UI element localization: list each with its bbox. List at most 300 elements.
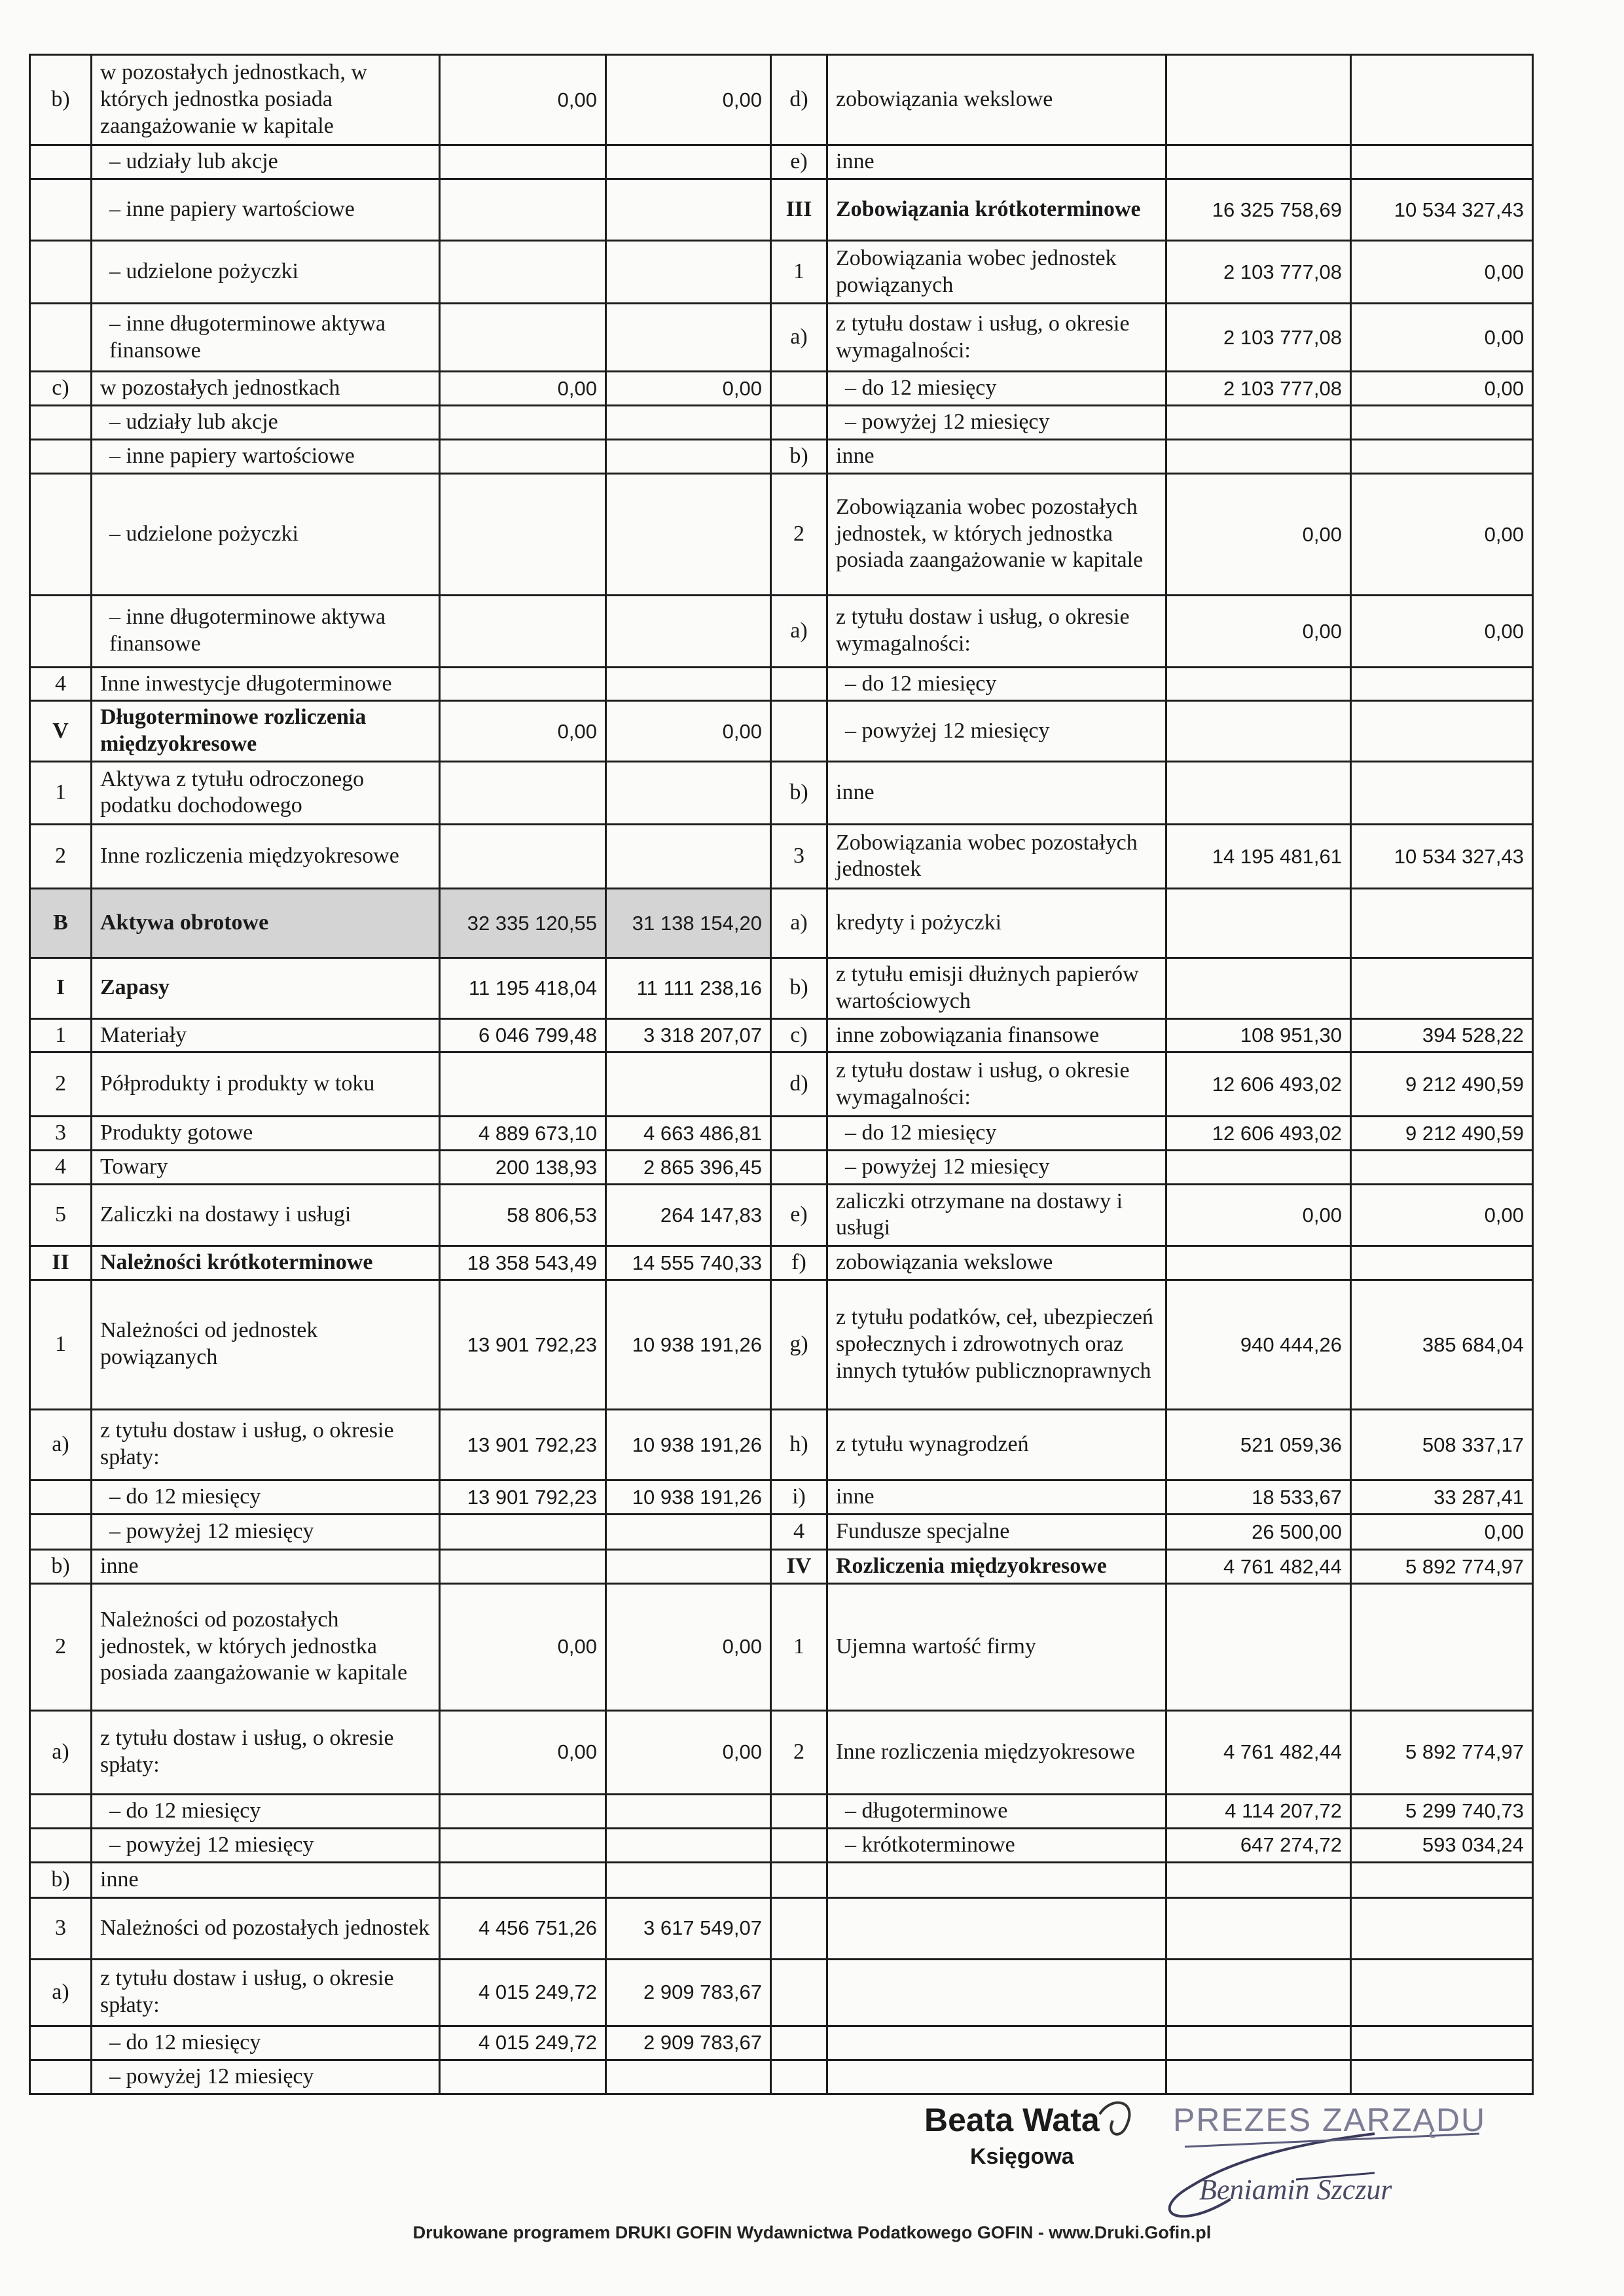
asset-item-number xyxy=(30,473,92,595)
liability-value-previous xyxy=(1351,55,1533,145)
liability-item-label: – powyżej 12 miesięcy xyxy=(827,701,1166,762)
asset-item-number: II xyxy=(30,1246,92,1280)
asset-value-previous: 2 909 783,67 xyxy=(606,2026,771,2060)
asset-item-number xyxy=(30,405,92,439)
liability-value-previous: 0,00 xyxy=(1351,473,1533,595)
liability-item-label: Zobowiązania wobec pozostałych jednostek xyxy=(827,824,1166,888)
liability-item-label: – do 12 miesięcy xyxy=(827,1117,1166,1151)
table-row xyxy=(30,1184,1533,1246)
table-row xyxy=(30,761,1533,824)
liability-item-label: – powyżej 12 miesięcy xyxy=(827,405,1166,439)
asset-value-current: 0,00 xyxy=(440,701,606,762)
liability-item-label: Rozliczenia międzyokresowe xyxy=(827,1549,1166,1583)
table-row xyxy=(30,1117,1533,1151)
asset-item-number: b) xyxy=(30,55,92,145)
liability-item-number xyxy=(771,2026,827,2060)
table-row xyxy=(30,667,1533,701)
liability-item-label: z tytułu emisji dłużnych papierów wartościowych xyxy=(827,958,1166,1018)
asset-value-current xyxy=(440,241,606,304)
liability-value-current: 2 103 777,08 xyxy=(1166,304,1351,372)
liability-value-current: 18 533,67 xyxy=(1166,1480,1351,1514)
asset-value-current: 4 889 673,10 xyxy=(440,1117,606,1151)
asset-item-number: 1 xyxy=(30,761,92,824)
liability-value-current xyxy=(1166,761,1351,824)
asset-value-current xyxy=(440,667,606,701)
asset-value-previous: 0,00 xyxy=(606,55,771,145)
asset-item-label: – inne długoterminowe aktywa finansowe xyxy=(92,304,440,372)
liability-item-number: b) xyxy=(771,958,827,1018)
asset-value-current xyxy=(440,2060,606,2094)
asset-item-label: Należności od pozostałych jednostek xyxy=(92,1897,440,1959)
balance-sheet-table xyxy=(29,54,1534,2095)
asset-value-previous xyxy=(606,405,771,439)
liability-value-current xyxy=(1166,145,1351,179)
asset-item-number: b) xyxy=(30,1862,92,1897)
table-row xyxy=(30,1480,1533,1514)
table-row xyxy=(30,1710,1533,1794)
liability-item-number: III xyxy=(771,179,827,241)
liability-item-label: inne xyxy=(827,1480,1166,1514)
liability-item-number: 1 xyxy=(771,1583,827,1710)
liability-value-current xyxy=(1166,55,1351,145)
table-row xyxy=(30,1828,1533,1862)
asset-item-number: 2 xyxy=(30,1583,92,1710)
liability-item-number: d) xyxy=(771,1052,827,1117)
asset-item-number: V xyxy=(30,701,92,762)
asset-item-number: 2 xyxy=(30,1052,92,1117)
liability-value-previous xyxy=(1351,1151,1533,1185)
liability-item-number: 3 xyxy=(771,824,827,888)
table-row xyxy=(30,405,1533,439)
asset-item-label: – udziały lub akcje xyxy=(92,145,440,179)
liability-item-number: 1 xyxy=(771,241,827,304)
asset-value-current xyxy=(440,761,606,824)
liability-item-number: 2 xyxy=(771,473,827,595)
asset-value-current: 11 195 418,04 xyxy=(440,958,606,1018)
asset-item-label: – powyżej 12 miesięcy xyxy=(92,1828,440,1862)
asset-item-number xyxy=(30,1794,92,1828)
asset-item-number: c) xyxy=(30,372,92,406)
table-row xyxy=(30,1583,1533,1710)
asset-value-previous: 2 909 783,67 xyxy=(606,1959,771,2026)
table-row xyxy=(30,1018,1533,1052)
accountant-role: Księgowa xyxy=(970,2144,1074,2169)
liability-item-label xyxy=(827,2026,1166,2060)
liability-item-number xyxy=(771,1794,827,1828)
asset-item-number: a) xyxy=(30,1409,92,1480)
asset-value-previous xyxy=(606,824,771,888)
liability-value-previous: 0,00 xyxy=(1351,304,1533,372)
accountant-name: Beata Wata xyxy=(924,2102,1100,2138)
liability-value-previous: 0,00 xyxy=(1351,595,1533,667)
table-row xyxy=(30,1897,1533,1959)
asset-item-label: – do 12 miesięcy xyxy=(92,1480,440,1514)
liability-item-number xyxy=(771,1828,827,1862)
table-row xyxy=(30,2026,1533,2060)
liability-value-current xyxy=(1166,1151,1351,1185)
liability-value-current xyxy=(1166,1862,1351,1897)
liability-item-label: z tytułu dostaw i usług, o okresie wymagalności: xyxy=(827,1052,1166,1117)
liability-item-label: inne xyxy=(827,145,1166,179)
liability-value-previous: 5 299 740,73 xyxy=(1351,1794,1533,1828)
table-row xyxy=(30,1151,1533,1185)
table-row xyxy=(30,179,1533,241)
asset-value-current xyxy=(440,473,606,595)
asset-item-number xyxy=(30,179,92,241)
asset-item-label: Należności od pozostałych jednostek, w których jednostka posiada zaangażowanie w kapitale xyxy=(92,1583,440,1710)
liability-value-current xyxy=(1166,439,1351,473)
table-row xyxy=(30,372,1533,406)
asset-value-current: 13 901 792,23 xyxy=(440,1409,606,1480)
liability-value-previous xyxy=(1351,145,1533,179)
asset-value-previous xyxy=(606,2060,771,2094)
liability-value-previous xyxy=(1351,1246,1533,1280)
liability-value-current xyxy=(1166,2026,1351,2060)
liability-item-label xyxy=(827,1897,1166,1959)
table-row xyxy=(30,1409,1533,1480)
asset-item-number: 4 xyxy=(30,1151,92,1185)
asset-item-number: 4 xyxy=(30,667,92,701)
liability-item-label: zobowiązania wekslowe xyxy=(827,55,1166,145)
asset-value-previous xyxy=(606,1828,771,1862)
table-row xyxy=(30,888,1533,958)
asset-item-label: – do 12 miesięcy xyxy=(92,2026,440,2060)
asset-value-previous: 3 318 207,07 xyxy=(606,1018,771,1052)
asset-item-number: 3 xyxy=(30,1117,92,1151)
asset-item-number: 1 xyxy=(30,1280,92,1409)
liability-item-label: – do 12 miesięcy xyxy=(827,372,1166,406)
liability-item-number: h) xyxy=(771,1409,827,1480)
liability-value-previous xyxy=(1351,1897,1533,1959)
liability-value-current: 26 500,00 xyxy=(1166,1514,1351,1549)
asset-item-number xyxy=(30,439,92,473)
liability-value-previous: 33 287,41 xyxy=(1351,1480,1533,1514)
liability-value-current xyxy=(1166,1583,1351,1710)
liability-item-label: – krótkoterminowe xyxy=(827,1828,1166,1862)
asset-value-current: 13 901 792,23 xyxy=(440,1280,606,1409)
asset-item-label: – powyżej 12 miesięcy xyxy=(92,2060,440,2094)
liability-value-current xyxy=(1166,888,1351,958)
liability-value-current: 2 103 777,08 xyxy=(1166,241,1351,304)
liability-value-current: 647 274,72 xyxy=(1166,1828,1351,1862)
liability-item-number xyxy=(771,372,827,406)
liability-value-previous: 9 212 490,59 xyxy=(1351,1052,1533,1117)
asset-value-current: 18 358 543,49 xyxy=(440,1246,606,1280)
asset-item-number: 2 xyxy=(30,824,92,888)
liability-item-label: inne zobowiązania finansowe xyxy=(827,1018,1166,1052)
table-row xyxy=(30,439,1533,473)
asset-item-label: – udziały lub akcje xyxy=(92,405,440,439)
asset-item-number xyxy=(30,1480,92,1514)
asset-item-label: w pozostałych jednostkach, w których jednostka posiada zaangażowanie w kapitale xyxy=(92,55,440,145)
liability-item-label: z tytułu dostaw i usług, o okresie wymagalności: xyxy=(827,595,1166,667)
asset-item-number: a) xyxy=(30,1959,92,2026)
asset-value-previous: 0,00 xyxy=(606,372,771,406)
asset-value-previous: 10 938 191,26 xyxy=(606,1480,771,1514)
asset-value-previous: 11 111 238,16 xyxy=(606,958,771,1018)
table-row xyxy=(30,1549,1533,1583)
liability-value-previous: 10 534 327,43 xyxy=(1351,824,1533,888)
asset-item-label: z tytułu dostaw i usług, o okresie spłaty: xyxy=(92,1710,440,1794)
asset-value-current xyxy=(440,145,606,179)
asset-value-previous: 0,00 xyxy=(606,1583,771,1710)
liability-item-number: a) xyxy=(771,304,827,372)
liability-value-current: 4 761 482,44 xyxy=(1166,1710,1351,1794)
asset-value-previous xyxy=(606,439,771,473)
asset-value-current xyxy=(440,405,606,439)
liability-item-label: inne xyxy=(827,439,1166,473)
asset-value-current xyxy=(440,1052,606,1117)
asset-value-current: 0,00 xyxy=(440,1583,606,1710)
liability-value-current: 4 761 482,44 xyxy=(1166,1549,1351,1583)
asset-value-current xyxy=(440,824,606,888)
asset-item-label: Materiały xyxy=(92,1018,440,1052)
liability-item-number xyxy=(771,667,827,701)
asset-value-current: 4 456 751,26 xyxy=(440,1897,606,1959)
asset-item-label: – udzielone pożyczki xyxy=(92,473,440,595)
asset-item-label: Aktywa obrotowe xyxy=(92,888,440,958)
asset-value-previous xyxy=(606,304,771,372)
asset-item-number: a) xyxy=(30,1710,92,1794)
asset-value-previous xyxy=(606,179,771,241)
liability-item-label: inne xyxy=(827,761,1166,824)
asset-item-label: – powyżej 12 miesięcy xyxy=(92,1514,440,1549)
asset-item-label: – inne papiery wartościowe xyxy=(92,179,440,241)
liability-value-current xyxy=(1166,958,1351,1018)
liability-item-number: f) xyxy=(771,1246,827,1280)
asset-value-current xyxy=(440,1549,606,1583)
liability-value-previous xyxy=(1351,1862,1533,1897)
liability-value-current: 12 606 493,02 xyxy=(1166,1052,1351,1117)
asset-value-previous: 3 617 549,07 xyxy=(606,1897,771,1959)
liability-value-current xyxy=(1166,1246,1351,1280)
asset-value-current xyxy=(440,439,606,473)
asset-value-previous: 4 663 486,81 xyxy=(606,1117,771,1151)
liability-value-current: 521 059,36 xyxy=(1166,1409,1351,1480)
liability-value-previous xyxy=(1351,958,1533,1018)
asset-item-number: b) xyxy=(30,1549,92,1583)
table-row xyxy=(30,701,1533,762)
liability-item-number: 4 xyxy=(771,1514,827,1549)
liability-item-number xyxy=(771,2060,827,2094)
asset-value-previous: 0,00 xyxy=(606,1710,771,1794)
table-row xyxy=(30,304,1533,372)
liability-item-number xyxy=(771,1151,827,1185)
liability-value-current: 14 195 481,61 xyxy=(1166,824,1351,888)
table-row xyxy=(30,1052,1533,1117)
liability-item-number xyxy=(771,1117,827,1151)
asset-value-current xyxy=(440,1828,606,1862)
asset-value-previous xyxy=(606,1794,771,1828)
liability-value-current: 940 444,26 xyxy=(1166,1280,1351,1409)
table-row xyxy=(30,595,1533,667)
liability-value-current xyxy=(1166,1897,1351,1959)
asset-item-label: z tytułu dostaw i usług, o okresie spłaty: xyxy=(92,1959,440,2026)
liability-value-previous: 593 034,24 xyxy=(1351,1828,1533,1862)
asset-item-number xyxy=(30,2060,92,2094)
asset-value-current: 58 806,53 xyxy=(440,1184,606,1246)
asset-value-previous: 31 138 154,20 xyxy=(606,888,771,958)
asset-item-label: Inne rozliczenia międzyokresowe xyxy=(92,824,440,888)
asset-value-previous: 14 555 740,33 xyxy=(606,1246,771,1280)
liability-value-current: 12 606 493,02 xyxy=(1166,1117,1351,1151)
liability-value-previous: 385 684,04 xyxy=(1351,1280,1533,1409)
board-person: Beniamin Szczur xyxy=(1199,2174,1392,2206)
asset-item-label: Zaliczki na dostawy i usługi xyxy=(92,1184,440,1246)
liability-value-previous: 0,00 xyxy=(1351,372,1533,406)
liability-value-previous xyxy=(1351,701,1533,762)
asset-item-label: Należności od jednostek powiązanych xyxy=(92,1280,440,1409)
liability-item-label: z tytułu dostaw i usług, o okresie wymagalności: xyxy=(827,304,1166,372)
asset-value-current: 0,00 xyxy=(440,55,606,145)
asset-value-current xyxy=(440,1862,606,1897)
asset-item-label: – do 12 miesięcy xyxy=(92,1794,440,1828)
liability-item-label: – długoterminowe xyxy=(827,1794,1166,1828)
liability-item-number xyxy=(771,1897,827,1959)
liability-item-label: kredyty i pożyczki xyxy=(827,888,1166,958)
liability-item-number: g) xyxy=(771,1280,827,1409)
liability-item-number: e) xyxy=(771,145,827,179)
liability-item-number xyxy=(771,1862,827,1897)
asset-value-current xyxy=(440,304,606,372)
liability-value-previous: 9 212 490,59 xyxy=(1351,1117,1533,1151)
liability-value-current: 0,00 xyxy=(1166,1184,1351,1246)
asset-value-current xyxy=(440,1514,606,1549)
liability-item-label: Zobowiązania wobec pozostałych jednostek, w których jednostka posiada zaangażowanie w kapitale xyxy=(827,473,1166,595)
asset-value-current: 0,00 xyxy=(440,1710,606,1794)
liability-item-label: – do 12 miesięcy xyxy=(827,667,1166,701)
liability-value-current: 108 951,30 xyxy=(1166,1018,1351,1052)
asset-item-label: – inne papiery wartościowe xyxy=(92,439,440,473)
liability-value-previous xyxy=(1351,667,1533,701)
asset-item-number: 5 xyxy=(30,1184,92,1246)
liability-item-number xyxy=(771,405,827,439)
asset-value-previous xyxy=(606,1549,771,1583)
asset-item-label: Towary xyxy=(92,1151,440,1185)
asset-value-current xyxy=(440,1794,606,1828)
asset-item-label: Półprodukty i produkty w toku xyxy=(92,1052,440,1117)
liability-value-previous: 508 337,17 xyxy=(1351,1409,1533,1480)
asset-value-previous xyxy=(606,145,771,179)
liability-item-label xyxy=(827,1959,1166,2026)
liability-value-previous xyxy=(1351,888,1533,958)
asset-value-previous: 10 938 191,26 xyxy=(606,1280,771,1409)
liability-item-label: zobowiązania wekslowe xyxy=(827,1246,1166,1280)
liability-value-current xyxy=(1166,1959,1351,2026)
asset-item-number: B xyxy=(30,888,92,958)
asset-value-previous xyxy=(606,595,771,667)
asset-item-label: Należności krótkoterminowe xyxy=(92,1246,440,1280)
table-row xyxy=(30,824,1533,888)
liability-item-label: Inne rozliczenia międzyokresowe xyxy=(827,1710,1166,1794)
asset-item-number xyxy=(30,145,92,179)
table-row xyxy=(30,1959,1533,2026)
liability-value-current: 16 325 758,69 xyxy=(1166,179,1351,241)
liability-value-previous: 10 534 327,43 xyxy=(1351,179,1533,241)
asset-item-label: Długoterminowe rozliczenia międzyokresowe xyxy=(92,701,440,762)
asset-value-current: 4 015 249,72 xyxy=(440,2026,606,2060)
asset-item-number xyxy=(30,241,92,304)
liability-item-number: i) xyxy=(771,1480,827,1514)
liability-value-current: 0,00 xyxy=(1166,473,1351,595)
asset-value-previous: 264 147,83 xyxy=(606,1184,771,1246)
asset-item-number xyxy=(30,1828,92,1862)
asset-value-previous xyxy=(606,1514,771,1549)
liability-value-previous: 0,00 xyxy=(1351,241,1533,304)
asset-item-label: inne xyxy=(92,1549,440,1583)
liability-item-number: d) xyxy=(771,55,827,145)
asset-item-number xyxy=(30,1514,92,1549)
asset-value-previous xyxy=(606,761,771,824)
asset-item-label: – udzielone pożyczki xyxy=(92,241,440,304)
liability-item-number: IV xyxy=(771,1549,827,1583)
liability-value-previous xyxy=(1351,761,1533,824)
liability-item-number xyxy=(771,701,827,762)
liability-item-label: Zobowiązania krótkoterminowe xyxy=(827,179,1166,241)
liability-item-label xyxy=(827,1862,1166,1897)
liability-value-previous xyxy=(1351,1959,1533,2026)
asset-item-number xyxy=(30,304,92,372)
asset-item-number: I xyxy=(30,958,92,1018)
liability-item-number: e) xyxy=(771,1184,827,1246)
asset-item-number: 3 xyxy=(30,1897,92,1959)
asset-value-current: 13 901 792,23 xyxy=(440,1480,606,1514)
liability-value-previous: 0,00 xyxy=(1351,1514,1533,1549)
liability-item-number: b) xyxy=(771,439,827,473)
liability-item-label: Ujemna wartość firmy xyxy=(827,1583,1166,1710)
table-row xyxy=(30,1280,1533,1409)
liability-item-number: 2 xyxy=(771,1710,827,1794)
liability-value-current: 0,00 xyxy=(1166,595,1351,667)
liability-value-current: 4 114 207,72 xyxy=(1166,1794,1351,1828)
asset-value-previous xyxy=(606,1862,771,1897)
asset-value-current: 32 335 120,55 xyxy=(440,888,606,958)
liability-item-label: Zobowiązania wobec jednostek powiązanych xyxy=(827,241,1166,304)
asset-value-previous: 10 938 191,26 xyxy=(606,1409,771,1480)
asset-item-label: Inne inwestycje długoterminowe xyxy=(92,667,440,701)
liability-item-label: – powyżej 12 miesięcy xyxy=(827,1151,1166,1185)
asset-value-previous xyxy=(606,241,771,304)
liability-value-previous: 0,00 xyxy=(1351,1184,1533,1246)
asset-value-previous: 0,00 xyxy=(606,701,771,762)
asset-value-current: 0,00 xyxy=(440,372,606,406)
liability-value-previous: 394 528,22 xyxy=(1351,1018,1533,1052)
asset-value-current: 200 138,93 xyxy=(440,1151,606,1185)
asset-item-number: 1 xyxy=(30,1018,92,1052)
liability-value-current xyxy=(1166,405,1351,439)
liability-value-previous xyxy=(1351,439,1533,473)
liability-value-previous: 5 892 774,97 xyxy=(1351,1549,1533,1583)
asset-item-label: Zapasy xyxy=(92,958,440,1018)
liability-item-number xyxy=(771,1959,827,2026)
asset-item-label: w pozostałych jednostkach xyxy=(92,372,440,406)
asset-item-number xyxy=(30,595,92,667)
table-row xyxy=(30,241,1533,304)
liability-item-label: z tytułu wynagrodzeń xyxy=(827,1409,1166,1480)
asset-value-current: 4 015 249,72 xyxy=(440,1959,606,2026)
asset-item-number xyxy=(30,2026,92,2060)
asset-item-label: – inne długoterminowe aktywa finansowe xyxy=(92,595,440,667)
liability-item-label: zaliczki otrzymane na dostawy i usługi xyxy=(827,1184,1166,1246)
asset-value-previous: 2 865 396,45 xyxy=(606,1151,771,1185)
liability-value-previous xyxy=(1351,1583,1533,1710)
liability-value-current: 2 103 777,08 xyxy=(1166,372,1351,406)
table-row xyxy=(30,473,1533,595)
asset-item-label: inne xyxy=(92,1862,440,1897)
table-row xyxy=(30,145,1533,179)
liability-item-label: Fundusze specjalne xyxy=(827,1514,1166,1549)
liability-item-label: z tytułu podatków, ceł, ubezpieczeń społecznych i zdrowotnych oraz innych tytułów publicznoprawnych xyxy=(827,1280,1166,1409)
